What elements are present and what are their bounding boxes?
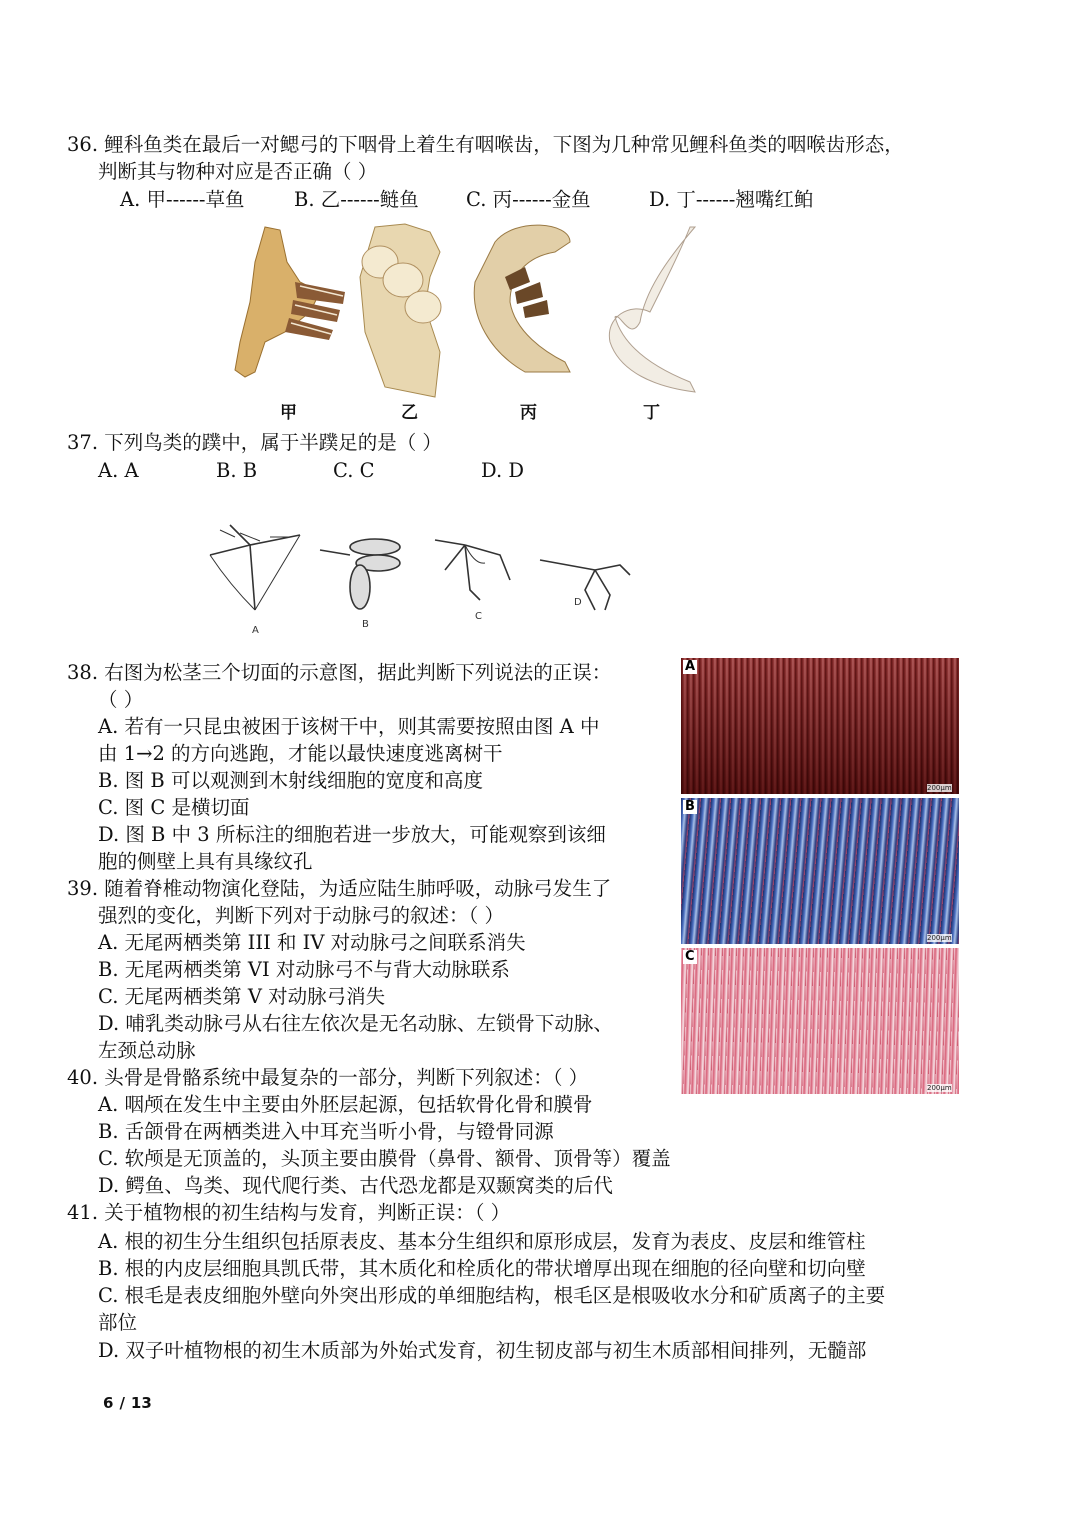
pharyngeal-teeth-illustration — [225, 222, 710, 402]
q36-stem-line2: 判断其与物种对应是否正确（ ） — [98, 160, 378, 183]
q41-stem: 41. 关于植物根的初生结构与发育，判断正误：（ ） — [67, 1201, 511, 1224]
q41-option-c-line2: 部位 — [98, 1311, 138, 1334]
bird-feet-illustration — [200, 515, 640, 640]
foot-c — [435, 540, 510, 600]
q38-option-c: C. 图 C 是横切面 — [98, 796, 250, 819]
q40-stem: 40. 头骨是骨骼系统中最复杂的一部分，判断下列叙述：（ ） — [67, 1066, 589, 1089]
q40-option-c: C. 软颅是无顶盖的，头顶主要由膜骨（鼻骨、额骨、顶骨等）覆盖 — [98, 1147, 671, 1170]
teeth-bing — [474, 225, 570, 372]
q39-option-b: B. 无尾两栖类第 VI 对动脉弓不与背大动脉联系 — [98, 958, 510, 981]
q39-option-d-line2: 左颈总动脉 — [98, 1039, 196, 1062]
panel-c-tangential-section — [681, 948, 959, 1094]
pharyngeal-teeth-figure — [225, 222, 710, 422]
q40-option-a: A. 咽颅在发生中主要由外胚层起源，包括软骨化骨和膜骨 — [98, 1093, 593, 1116]
q38-option-b: B. 图 B 可以观测到木射线细胞的宽度和高度 — [98, 769, 483, 792]
foot-b — [320, 539, 400, 609]
caption-jia: 甲 — [280, 403, 297, 423]
page-separator: / — [119, 1394, 125, 1412]
q38-option-a-line1: A. 若有一只昆虫被困于该树干中，则其需要按照由图 A 中 — [98, 715, 600, 738]
foot-label-c: C — [475, 611, 482, 622]
q37-option-c: C. C — [333, 459, 375, 482]
q39-stem-line2: 强烈的变化，判断下列对于动脉弓的叙述：（ ） — [98, 904, 504, 927]
scale-bar-c: 200μm — [927, 1084, 952, 1092]
q40-option-b: B. 舌颌骨在两栖类进入中耳充当听小骨，与镫骨同源 — [98, 1120, 554, 1143]
bird-feet-figure — [200, 515, 640, 640]
q36-option-a: A. 甲------草鱼 — [120, 188, 245, 211]
foot-label-b: B — [362, 619, 369, 630]
q38-stem-line2: （ ） — [98, 688, 144, 711]
q39-option-a: A. 无尾两栖类第 III 和 IV 对动脉弓之间联系消失 — [98, 931, 526, 954]
q37-option-b: B. B — [216, 459, 258, 482]
q36-option-b: B. 乙------鲢鱼 — [294, 188, 419, 211]
panel-label-c: C — [685, 949, 695, 964]
q41-option-a: A. 根的初生分生组织包括原表皮、基本分生组织和原形成层，发育为表皮、皮层和维管柱 — [98, 1230, 866, 1253]
panel-label-a: A — [685, 659, 696, 674]
q41-option-d: D. 双子叶植物根的初生木质部为外始式发育，初生韧皮部与初生木质部相间排列，无髓部 — [98, 1339, 867, 1362]
q39-option-c: C. 无尾两栖类第 V 对动脉弓消失 — [98, 985, 386, 1008]
page-total: 13 — [130, 1394, 152, 1412]
q38-stem-line1: 38. 右图为松茎三个切面的示意图，据此判断下列说法的正误： — [67, 661, 612, 684]
q36-stem-line1: 36. 鲤科鱼类在最后一对鳃弓的下咽骨上着生有咽喉齿，下图为几种常见鲤科鱼类的咽喉齿形态， — [67, 133, 904, 156]
caption-bing: 丙 — [520, 403, 537, 423]
page-number — [103, 1394, 158, 1412]
panel-a-cross-section — [681, 658, 959, 794]
q38-option-a-line2: 由 1→2 的方向逃跑，才能以最快速度逃离树干 — [98, 742, 503, 765]
panel-b-radial-section — [681, 798, 959, 944]
scale-bar-a: 200μm — [927, 784, 952, 792]
scale-bar-b: 200μm — [927, 934, 952, 942]
q36-option-c: C. 丙------金鱼 — [466, 188, 591, 211]
foot-a — [210, 525, 300, 610]
q41-option-b: B. 根的内皮层细胞具凯氏带，其木质化和栓质化的带状增厚出现在细胞的径向壁和切向壁 — [98, 1257, 866, 1280]
foot-label-a: A — [252, 625, 259, 636]
q37-option-a: A. A — [98, 459, 139, 482]
teeth-ding — [609, 227, 695, 392]
caption-ding: 丁 — [643, 403, 660, 423]
page-current: 6 — [103, 1394, 114, 1412]
caption-yi: 乙 — [401, 403, 418, 423]
q39-option-d-line1: D. 哺乳类动脉弓从右往左依次是无名动脉、左锁骨下动脉、 — [98, 1012, 613, 1035]
q37-stem: 37. 下列鸟类的蹼中，属于半蹼足的是（ ） — [67, 431, 442, 454]
foot-label-d: D — [574, 597, 582, 608]
q41-option-c-line1: C. 根毛是表皮细胞外壁向外突出形成的单细胞结构，根毛区是根吸收水分和矿质离子的主要 — [98, 1284, 886, 1307]
q37-option-d: D. D — [481, 459, 524, 482]
teeth-jia — [235, 227, 345, 377]
q38-option-d-line2: 胞的侧壁上具有具缘纹孔 — [98, 850, 313, 873]
q40-option-d: D. 鳄鱼、鸟类、现代爬行类、古代恐龙都是双颞窝类的后代 — [98, 1174, 613, 1197]
foot-d — [540, 560, 630, 610]
panel-label-b: B — [685, 799, 695, 814]
q38-option-d-line1: D. 图 B 中 3 所标注的细胞若进一步放大，可能观察到该细 — [98, 823, 606, 846]
q36-option-d: D. 丁------翘嘴红鲌 — [649, 188, 814, 211]
q39-stem-line1: 39. 随着脊椎动物演化登陆，为适应陆生肺呼吸，动脉弓发生了 — [67, 877, 612, 900]
pine-stem-figure — [681, 658, 959, 1094]
teeth-yi — [360, 224, 441, 397]
